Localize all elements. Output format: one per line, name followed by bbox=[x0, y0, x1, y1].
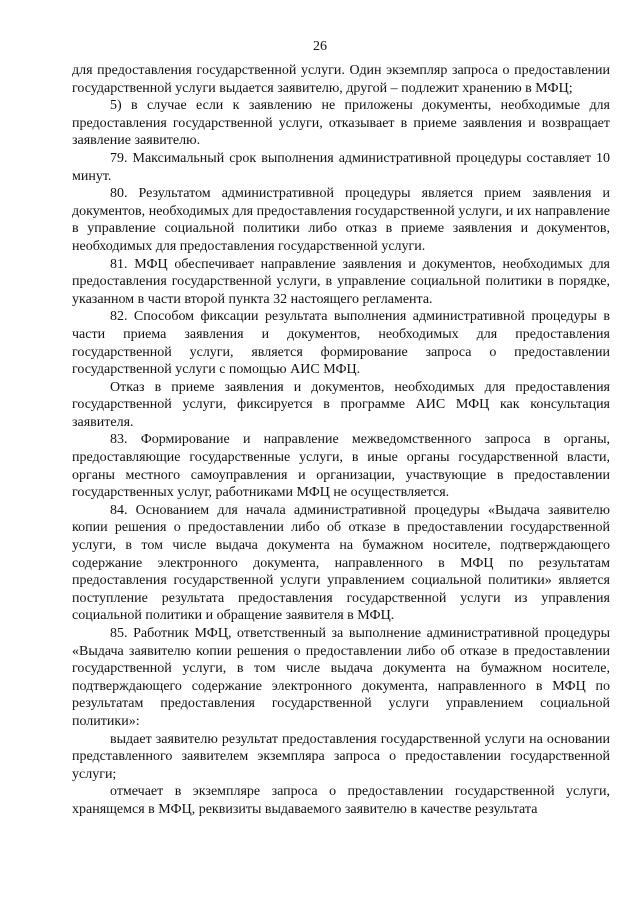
paragraph-82: 82. Способом фиксации результата выполнения административной процедуры в части приема заявления и документов, необходимых для предоставления государственной услуги, является формирование запроса о предоставлении государственной услуги с помощью АИС МФЦ. bbox=[72, 309, 610, 378]
page-number: 26 bbox=[313, 39, 327, 54]
paragraph-80: 80. Результатом административной процедуры является прием заявления и документов, необходимых для предоставления государственной услуги, и их направление в управление социальной политики либо отказ в приеме заявления и документов, необходимых для предоставления государственной услуги. bbox=[72, 186, 610, 254]
paragraph-79: 79. Максимальный срок выполнения административной процедуры составляет 10 минут. bbox=[72, 150, 610, 184]
paragraph-82-refusal: Отказ в приеме заявления и документов, необходимых для предоставления государственной услуги, фиксируется в программе АИС МФЦ как консультация заявителя. bbox=[72, 379, 610, 430]
paragraph-continuation: для предоставления государственной услуги. Один экземпляр запроса о предоставлении государственной услуги выдается заявителю, другой – подлежит хранению в МФЦ; bbox=[72, 63, 610, 96]
paragraph-84: 84. Основанием для начала административной процедуры «Выдача заявителю копии решения о предоставлении либо об отказе в предоставлении государственной услуги, в том числе выдача документа на бумажном носителе, подтверждающего содержание электронного документа, направленного в МФЦ по результатам предоставления государственной услуги управлением социальной политики» является поступление результата предоставления государственной услуги из управления социальной политики и обращение заявителя в МФЦ. bbox=[72, 502, 610, 624]
paragraph-85-issues: выдает заявителю результат предоставления государственной услуги на основании представленного заявителем экземпляра запроса о предоставлении государственной услуги; bbox=[72, 731, 610, 782]
paragraph-81: 81. МФЦ обеспечивает направление заявления и документов, необходимых для предоставления государственной услуги, в управление социальной политики в порядке, указанном в части второй пункта 32 настоящего регламента. bbox=[72, 256, 610, 307]
paragraph-85-marks: отмечает в экземпляре запроса о предоставлении государственной услуги, хранящемся в МФЦ, реквизиты выдаваемого заявителю в качестве результата bbox=[72, 784, 610, 817]
paragraph-85: 85. Работник МФЦ, ответственный за выполнение административной процедуры «Выдача заявителю копии решения о предоставлении либо об отказе в предоставлении государственной услуги, в том числе выдача документа на бумажном носителе, подтверждающего содержание электронного документа, направленного в МФЦ по результатам предоставления государственной услуги управлением социальной политики»: bbox=[72, 626, 610, 729]
document-body bbox=[72, 62, 610, 819]
paragraph-83: 83. Формирование и направление межведомственного запроса в органы, предоставляющие государственные услуги, в иные органы государственной власти, органы местного самоуправления и организации, участвующие в предоставлении государственных услуг, работниками МФЦ не осуществляется. bbox=[72, 432, 610, 501]
paragraph-item-5: 5) в случае если к заявлению не приложены документы, необходимые для предоставления государственной услуги, отказывает в приеме заявления и возвращает заявление заявителю. bbox=[72, 98, 610, 149]
